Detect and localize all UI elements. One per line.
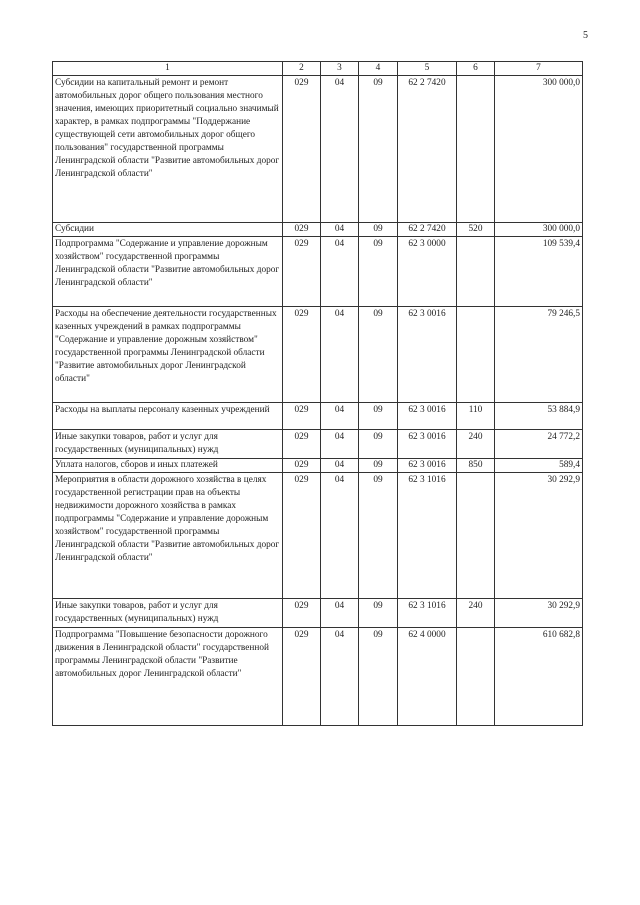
header-cell: 4: [359, 62, 398, 76]
budget-table: [52, 61, 583, 726]
table-row: [53, 599, 583, 628]
cell-type: 240: [457, 430, 495, 459]
cell-target: 62 3 0016: [398, 307, 457, 403]
header-cell: 6: [457, 62, 495, 76]
table-row: [53, 403, 583, 430]
cell-amount: 589,4: [495, 459, 583, 473]
cell-target: 62 3 1016: [398, 599, 457, 628]
row-name: Уплата налогов, сборов и иных платежей: [53, 459, 283, 473]
cell-subsection: 09: [359, 459, 398, 473]
cell-code: 029: [283, 307, 321, 403]
cell-code: 029: [283, 628, 321, 726]
cell-type: 110: [457, 403, 495, 430]
row-name: Подпрограмма "Содержание и управление дорожным хозяйством" государственной программы Ленинградской области "Развитие автомобильных дорог Ленинградской области": [53, 237, 283, 307]
cell-subsection: 09: [359, 237, 398, 307]
cell-subsection: 09: [359, 76, 398, 223]
cell-section: 04: [321, 403, 359, 430]
cell-type: [457, 76, 495, 223]
cell-amount: 300 000,0: [495, 76, 583, 223]
cell-target: 62 2 7420: [398, 223, 457, 237]
cell-code: 029: [283, 473, 321, 599]
table-row: [53, 307, 583, 403]
cell-code: 029: [283, 459, 321, 473]
table-row: [53, 237, 583, 307]
table-row: [53, 430, 583, 459]
cell-target: 62 3 0016: [398, 430, 457, 459]
header-cell: 1: [53, 62, 283, 76]
cell-amount: 30 292,9: [495, 473, 583, 599]
row-name: Субсидии на капитальный ремонт и ремонт автомобильных дорог общего пользования местного значения, имеющих приоритетный социально значимый характер, в рамках подпрограммы "Поддержание существующей сети автомобильных дорог общего пользования" государственной программы Ленинградской области "Развитие автомобильных дорог Ленинградской области": [53, 76, 283, 223]
cell-subsection: 09: [359, 307, 398, 403]
cell-section: 04: [321, 76, 359, 223]
cell-amount: 24 772,2: [495, 430, 583, 459]
cell-code: 029: [283, 237, 321, 307]
page-number: 5: [583, 30, 588, 41]
row-name: Расходы на обеспечение деятельности государственных казенных учреждений в рамках подпрограммы "Содержание и управление дорожным хозяйством" государственной программы Ленинградской области "Развитие автомобильных дорог Ленинградской области": [53, 307, 283, 403]
cell-amount: 300 000,0: [495, 223, 583, 237]
cell-target: 62 3 0016: [398, 403, 457, 430]
cell-code: 029: [283, 223, 321, 237]
cell-section: 04: [321, 628, 359, 726]
cell-code: 029: [283, 76, 321, 223]
header-cell: 2: [283, 62, 321, 76]
table-row: [53, 473, 583, 599]
cell-amount: 610 682,8: [495, 628, 583, 726]
row-name: Иные закупки товаров, работ и услуг для государственных (муниципальных) нужд: [53, 430, 283, 459]
cell-subsection: 09: [359, 223, 398, 237]
cell-section: 04: [321, 223, 359, 237]
cell-amount: 79 246,5: [495, 307, 583, 403]
cell-type: [457, 307, 495, 403]
cell-target: 62 3 0000: [398, 237, 457, 307]
cell-type: [457, 237, 495, 307]
cell-target: 62 3 0016: [398, 459, 457, 473]
row-name: Субсидии: [53, 223, 283, 237]
cell-target: 62 4 0000: [398, 628, 457, 726]
header-cell: 3: [321, 62, 359, 76]
row-name: Иные закупки товаров, работ и услуг для государственных (муниципальных) нужд: [53, 599, 283, 628]
cell-type: 240: [457, 599, 495, 628]
cell-target: 62 3 1016: [398, 473, 457, 599]
row-name: Подпрограмма "Повышение безопасности дорожного движения в Ленинградской области" государственной программы Ленинградской области "Развитие автомобильных дорог Ленинградской области": [53, 628, 283, 726]
cell-amount: 53 884,9: [495, 403, 583, 430]
cell-subsection: 09: [359, 430, 398, 459]
cell-type: [457, 628, 495, 726]
cell-type: 850: [457, 459, 495, 473]
cell-amount: 109 539,4: [495, 237, 583, 307]
cell-section: 04: [321, 473, 359, 599]
header-cell: 7: [495, 62, 583, 76]
table-row: [53, 459, 583, 473]
cell-code: 029: [283, 599, 321, 628]
table-row: [53, 628, 583, 726]
cell-target: 62 2 7420: [398, 76, 457, 223]
cell-section: 04: [321, 237, 359, 307]
cell-type: 520: [457, 223, 495, 237]
cell-section: 04: [321, 459, 359, 473]
row-name: Мероприятия в области дорожного хозяйства в целях государственной регистрации прав на объекты недвижимости дорожного хозяйства в рамках подпрограммы "Содержание и управление дорожным хозяйством" государственной программы Ленинградской области "Развитие автомобильных дорог Ленинградской области": [53, 473, 283, 599]
table-row: [53, 76, 583, 223]
header-row: [53, 62, 583, 76]
cell-subsection: 09: [359, 473, 398, 599]
cell-amount: 30 292,9: [495, 599, 583, 628]
cell-subsection: 09: [359, 599, 398, 628]
cell-subsection: 09: [359, 628, 398, 726]
header-cell: 5: [398, 62, 457, 76]
cell-section: 04: [321, 307, 359, 403]
cell-section: 04: [321, 430, 359, 459]
cell-code: 029: [283, 430, 321, 459]
row-name: Расходы на выплаты персоналу казенных учреждений: [53, 403, 283, 430]
cell-type: [457, 473, 495, 599]
table-row: [53, 223, 583, 237]
cell-section: 04: [321, 599, 359, 628]
cell-subsection: 09: [359, 403, 398, 430]
cell-code: 029: [283, 403, 321, 430]
